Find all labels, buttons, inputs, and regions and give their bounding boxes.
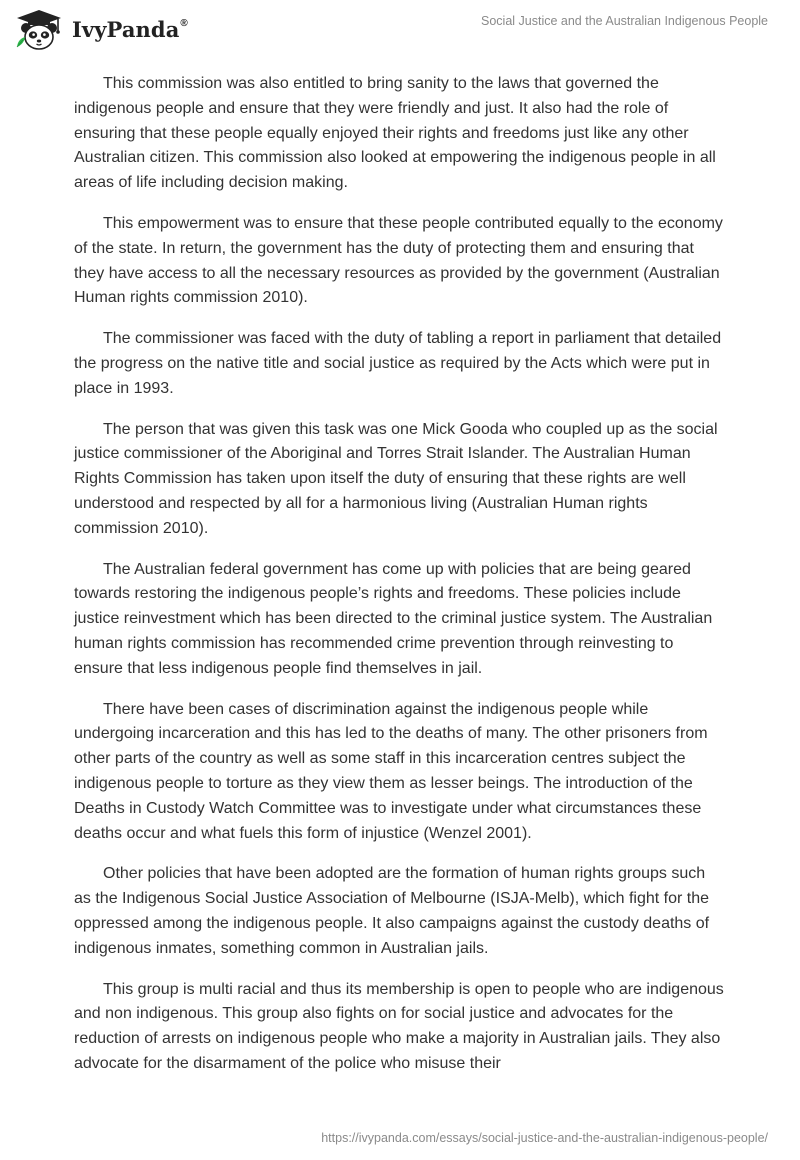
paragraph: This commission was also entitled to bring sanity to the laws that governed the indigenous people and ensure that they were friendly and just. It also had the role of ensuring that these people equally enjoyed their rights and freedoms just like any other Australian citizen. This commission also looked at empowering the indigenous people in all areas of life including decision making. [74,75,716,192]
paragraph: This empowerment was to ensure that these people contributed equally to the economy of the state. In return, the government has the duty of protecting them and ensuring that they have access to all the necessary resources as provided by the government (Australian Human rights commission 2010). [74,214,723,307]
registered-mark: ® [180,18,188,29]
paragraph: There have been cases of discrimination against the indigenous people while undergoing incarceration and this has led to the deaths of many. The other prisoners from other parts of the country as well as some staff in this incarceration centres subject the indigenous people to torture as they view them as lesser beings. The introduction of the Deaths in Custody Watch Committee was to investigate under what circumstances these deaths occur and what fuels this form of injustice (Wenzel 2001). [74,700,708,842]
paragraph: The commissioner was faced with the duty of tabling a report in parliament that detailed the progress on the native title and social justice as required by the Acts which were put in place in 1993. [74,330,722,397]
paragraph: Other policies that have been adopted are the formation of human rights groups such as the Indigenous Social Justice Association of Melbourne (ISJA-Melb), which fight for the oppressed among the indigenous people. It also campaigns against the custody deaths of indigenous inmates, something common in Australian jails. [74,865,710,957]
panda-graduation-cap-icon [14,9,64,51]
paragraph: This group is multi racial and thus its membership is open to people who are indigenous and non indigenous. This group also fights on for social justice and advocates for the reduction of arrests on indigenous people who make a majority in Australian jails. They also advocate for the disarmament of the police who misuse their [74,980,724,1072]
document-title: Social Justice and the Australian Indigenous People [481,14,768,28]
paragraph: The Australian federal government has come up with policies that are being geared towards restoring the indigenous people’s rights and freedoms. These policies include justice reinvestment which has been directed to the criminal justice system. The Australian human rights commission has recommended crime prevention through reinvesting to ensure that less indigenous people find themselves in jail. [74,560,713,677]
source-url-link[interactable]: https://ivypanda.com/essays/social-justice-and-the-australian-indigenous-people/ [321,1131,768,1145]
paragraph: The person that was given this task was one Mick Gooda who coupled up as the social justice commissioner of the Aboriginal and Torres Strait Islander. The Australian Human Rights Commission has taken upon itself the duty of ensuring that these rights are well understood and respected by all for a harmonious living (Australian Human rights commission 2010). [74,420,718,537]
brand-name: IvyPanda® [72,17,188,42]
essay-body [74,72,726,1093]
ivypanda-logo[interactable] [14,9,188,51]
page-header [0,0,800,58]
